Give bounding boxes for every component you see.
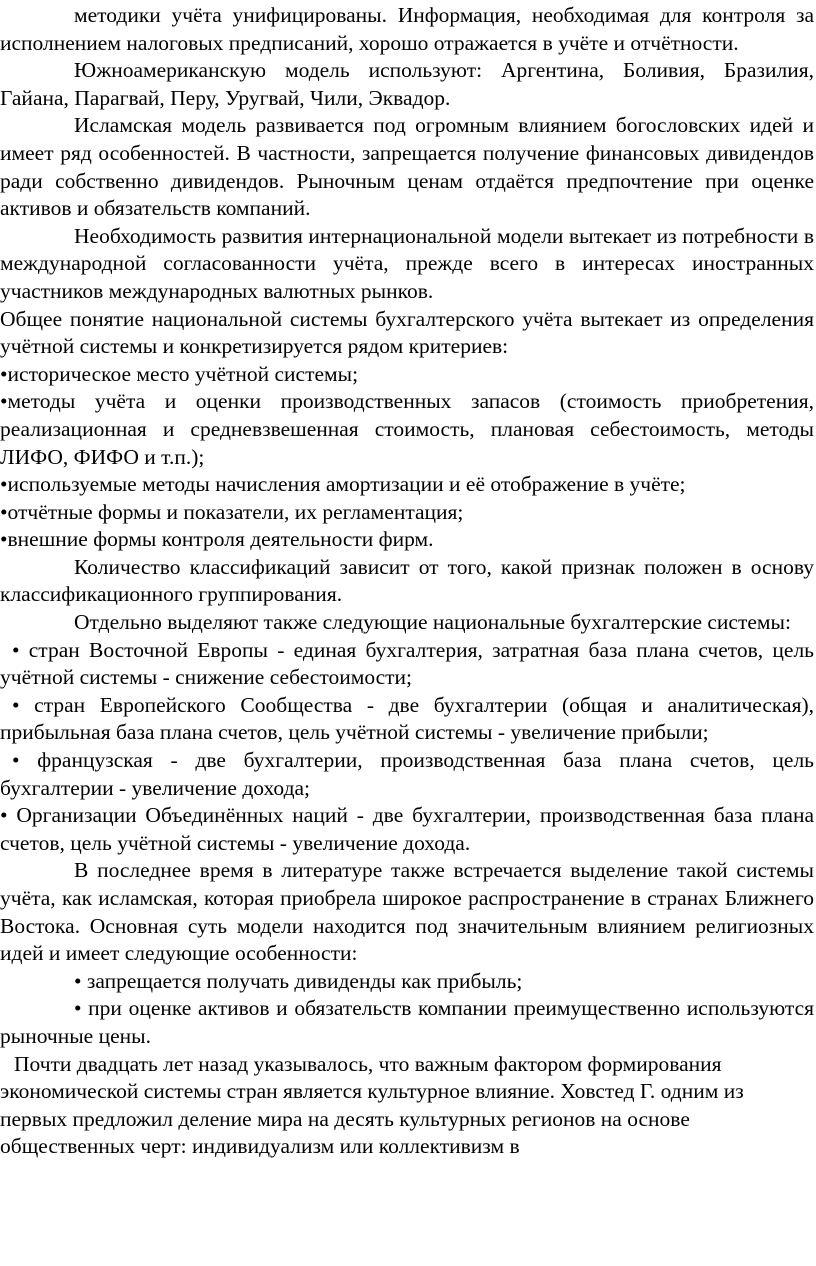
paragraph-south-american-model: Южноамериканскую модель используют: Аргентина, Боливия, Бразилия, Гайана, Парагвай, Перу, Уругвай, Чили, Эквадор. <box>0 58 814 110</box>
feature-market-prices: • при оценке активов и обязательств компании преимущественно используются рыночные цены. <box>0 996 814 1048</box>
paragraph-national-systems-intro: Отдельно выделяют также следующие национальные бухгалтерские системы: <box>74 610 791 635</box>
paragraph-unified-methods: методики учёта унифицированы. Информация, необходимая для контроля за исполнением налоговых предписаний, хорошо отражается в учёте и отчётности. <box>0 3 814 55</box>
criterion-inventory-methods: •методы учёта и оценки производственных запасов (стоимость приобретения, реализационная и средневзвешенная стоимость, плановая себестоимость, методы ЛИФО, ФИФО и т.п.); <box>0 389 814 469</box>
paragraph-national-system-concept: Общее понятие национальной системы бухгалтерского учёта вытекает из определения учётной системы и конкретизируется рядом критериев: <box>0 306 814 359</box>
paragraph-islamic-system: В последнее время в литературе также встречается выделение такой системы учёта, как исламская, которая приобрела широкое распространение в странах Ближнего Востока. Основная суть модели находится под значительным влиянием религиозных идей и имеет следующие особенности: <box>0 858 814 966</box>
criterion-historical-place: •историческое место учётной системы; <box>0 361 359 386</box>
system-united-nations: • Организации Объединённых наций - две бухгалтерии, производственная база плана счетов, цель учётной системы - увеличение дохода. <box>0 803 814 855</box>
criterion-depreciation-methods: •используемые методы начисления амортизации и её отображение в учёте; <box>0 472 686 497</box>
paragraph-cultural-influence: Почти двадцать лет назад указывалось, что важным фактором формирования экономической системы стран является культурное влияние. Ховстед Г. одним из первых предложил деление мира на десять культурных регионов на основе общественных черт: индивидуализм или коллективизм в <box>0 1051 744 1159</box>
system-eastern-europe: • стран Восточной Европы - единая бухгалтерия, затратная база плана счетов, цель учётной системы - снижение себестоимости; <box>0 637 814 690</box>
paragraph-classification-count: Количество классификаций зависит от того, какой признак положен в основу классификационного группирования. <box>0 554 814 607</box>
feature-dividends: • запрещается получать дивиденды как прибыль; <box>74 968 523 993</box>
criterion-reporting-forms: •отчётные формы и показатели, их регламентация; <box>0 499 464 524</box>
system-french: • французская - две бухгалтерии, производственная база плана счетов, цель бухгалтерии - увеличение дохода; <box>0 748 814 800</box>
criterion-external-control: •внешние формы контроля деятельности фирм. <box>0 527 434 552</box>
system-european-community: • стран Европейского Сообщества - две бухгалтерии (общая и аналитическая), прибыльная база плана счетов, цель учётной системы - увеличение прибыли; <box>0 692 814 745</box>
paragraph-international-model: Необходимость развития интернациональной модели вытекает из потребности в международной согласованности учёта, прежде всего в интересах иностранных участников международных валютных рынков. <box>0 223 814 303</box>
paragraph-islamic-model: Исламская модель развивается под огромным влиянием богословских идей и имеет ряд особенностей. В частности, запрещается получение финансовых дивидендов ради собственно дивидендов. Рыночным ценам отдаётся предпочтение при оценке активов и обязательств компаний. <box>0 113 814 221</box>
